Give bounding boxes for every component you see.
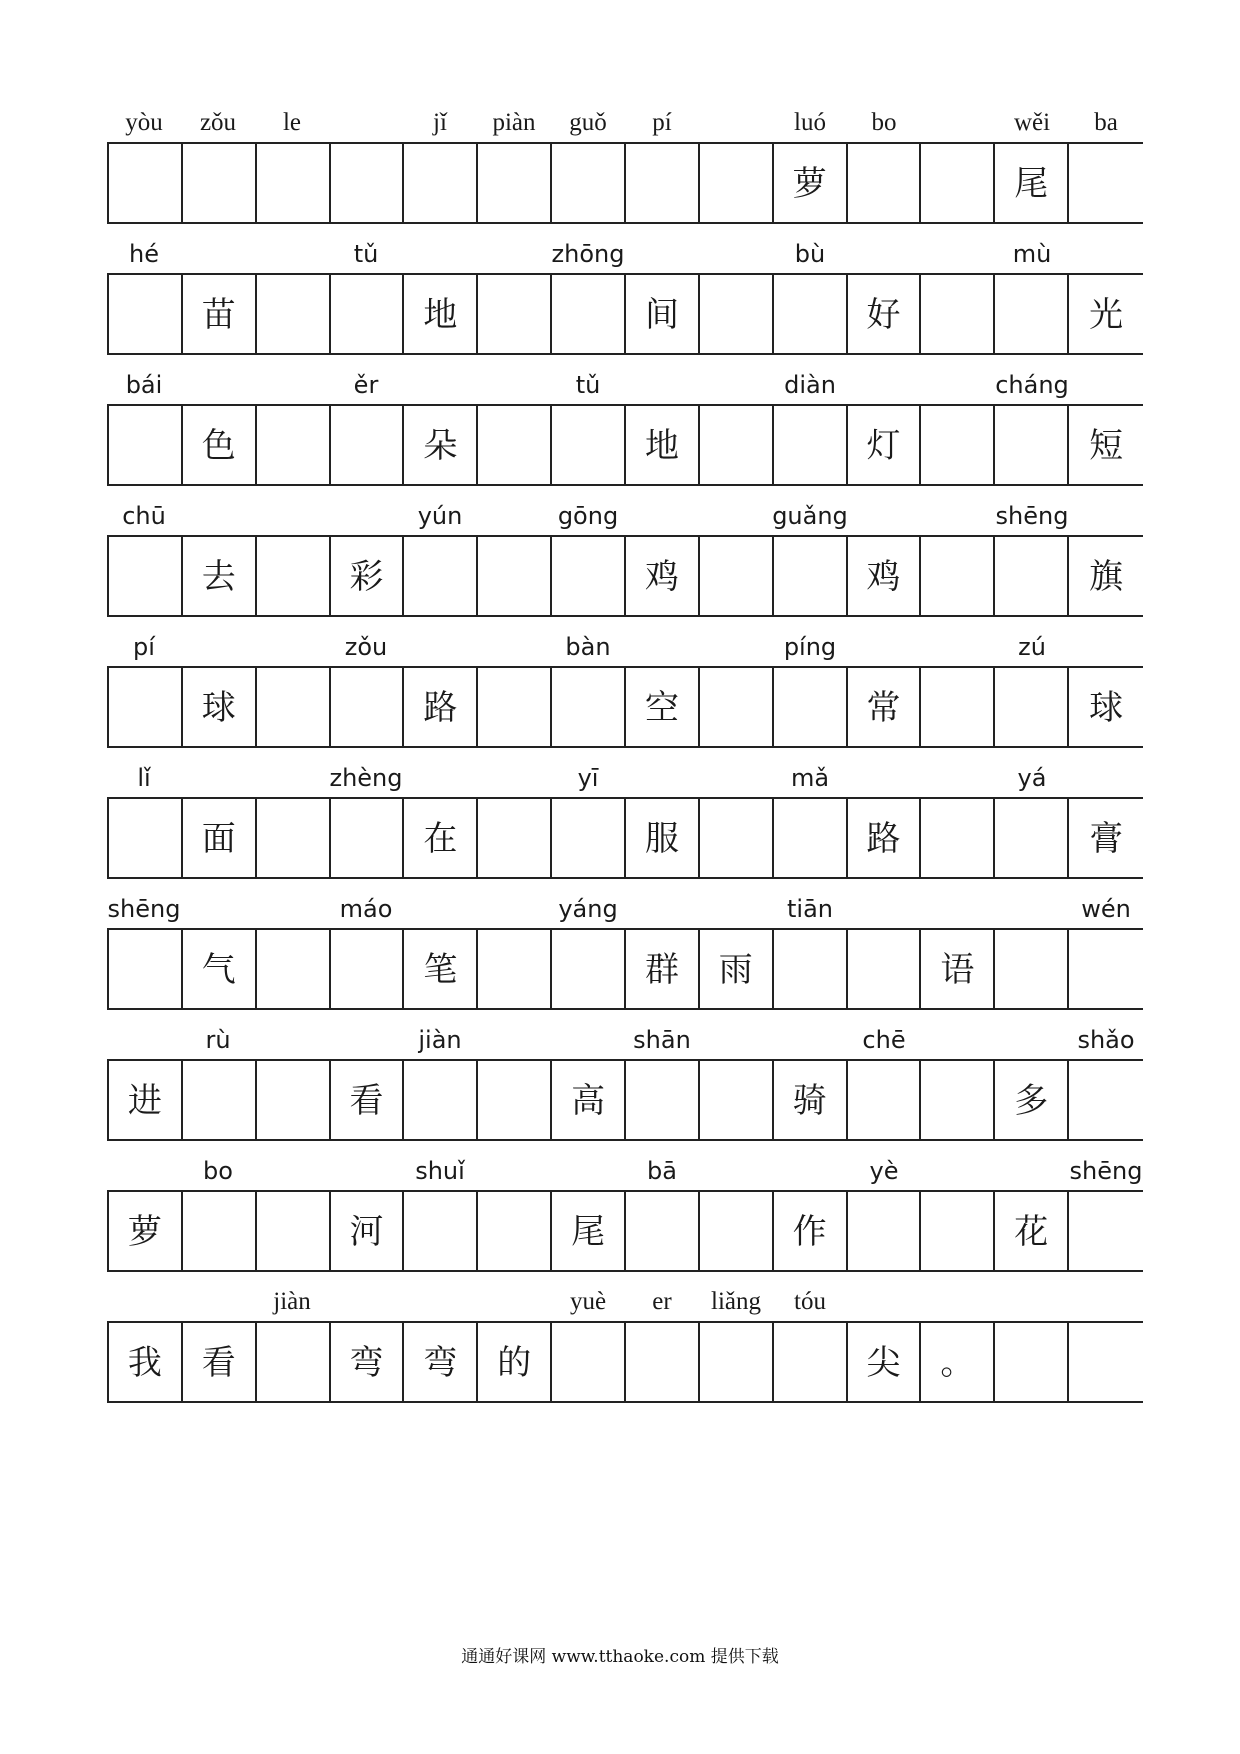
pinyin-syllable: zǒu <box>344 633 388 661</box>
pinyin-syllable: shuǐ <box>415 1157 465 1185</box>
blank-answer-cell[interactable] <box>995 668 1069 746</box>
blank-answer-cell[interactable] <box>700 406 774 484</box>
pinyin-syllable: jiàn <box>418 1026 462 1054</box>
character-cell: 看 <box>183 1323 257 1401</box>
blank-answer-cell[interactable] <box>331 406 405 484</box>
blank-answer-cell[interactable] <box>700 1323 774 1401</box>
character-cell: 路 <box>404 668 478 746</box>
pinyin-syllable: bā <box>647 1157 677 1185</box>
pinyin-syllable: mǎ <box>790 764 830 792</box>
blank-answer-cell[interactable] <box>552 275 626 353</box>
exercise-row <box>0 227 1240 375</box>
pinyin-syllable: bái <box>125 371 163 399</box>
blank-answer-cell[interactable] <box>404 1192 478 1270</box>
pinyin-syllable: zhèng <box>329 764 403 792</box>
blank-answer-cell[interactable] <box>109 144 183 222</box>
pinyin-syllable: ba <box>1094 109 1118 136</box>
pinyin-syllable: bàn <box>565 633 611 661</box>
character-cell: 弯 <box>331 1323 405 1401</box>
pinyin-syllable: diàn <box>784 371 836 399</box>
pinyin-syllable: chū <box>122 502 166 530</box>
blank-answer-cell[interactable] <box>995 406 1069 484</box>
character-cell: 尖 <box>848 1323 922 1401</box>
character-cell: 鸡 <box>848 537 922 615</box>
blank-answer-cell[interactable] <box>331 799 405 877</box>
character-grid <box>107 1059 1143 1141</box>
pinyin-syllable: cháng <box>995 371 1069 399</box>
blank-answer-cell[interactable] <box>626 1061 700 1139</box>
blank-answer-cell[interactable] <box>331 930 405 1008</box>
blank-answer-cell[interactable] <box>331 275 405 353</box>
blank-answer-cell[interactable] <box>552 537 626 615</box>
blank-answer-cell[interactable] <box>700 537 774 615</box>
character-cell: 鸡 <box>626 537 700 615</box>
blank-answer-cell[interactable] <box>257 668 331 746</box>
blank-answer-cell[interactable] <box>331 668 405 746</box>
blank-answer-cell[interactable] <box>774 537 848 615</box>
pinyin-syllable: jiàn <box>273 1288 311 1315</box>
exercise-row <box>0 1013 1240 1161</box>
blank-answer-cell[interactable] <box>552 1323 626 1401</box>
pinyin-syllable: shēng <box>1069 1157 1143 1185</box>
character-cell: 。 <box>921 1323 995 1401</box>
blank-answer-cell[interactable] <box>995 537 1069 615</box>
character-grid <box>107 273 1143 355</box>
character-cell: 地 <box>626 406 700 484</box>
footer-credit: 通通好课网 www.tthaoke.com 提供下载 <box>461 1647 779 1667</box>
pinyin-syllable: yòu <box>125 109 163 136</box>
blank-answer-cell[interactable] <box>921 144 995 222</box>
blank-answer-cell[interactable] <box>552 144 626 222</box>
character-grid <box>107 797 1143 879</box>
pinyin-syllable: píng <box>783 633 837 661</box>
pinyin-syllable: er <box>652 1288 672 1315</box>
character-cell: 骑 <box>774 1061 848 1139</box>
pinyin-syllable: luó <box>794 109 826 136</box>
character-cell: 球 <box>183 668 257 746</box>
blank-answer-cell[interactable] <box>700 1192 774 1270</box>
blank-answer-cell[interactable] <box>626 1192 700 1270</box>
blank-answer-cell[interactable] <box>478 144 552 222</box>
pinyin-syllable: zhōng <box>551 240 625 268</box>
pinyin-syllable: yún <box>417 502 463 530</box>
exercise-row <box>0 620 1240 768</box>
blank-answer-cell[interactable] <box>700 1061 774 1139</box>
pinyin-syllable: pí <box>652 109 672 136</box>
character-grid <box>107 666 1143 748</box>
character-cell: 雨 <box>700 930 774 1008</box>
blank-answer-cell[interactable] <box>921 537 995 615</box>
pinyin-syllable: yá <box>1017 764 1047 792</box>
character-cell: 彩 <box>331 537 405 615</box>
character-cell: 好 <box>848 275 922 353</box>
character-cell: 球 <box>1089 687 1124 728</box>
blank-answer-cell[interactable] <box>478 799 552 877</box>
blank-answer-cell[interactable] <box>995 275 1069 353</box>
blank-answer-cell[interactable] <box>257 275 331 353</box>
blank-answer-cell[interactable] <box>183 1061 257 1139</box>
pinyin-syllable: hé <box>129 240 159 268</box>
pinyin-syllable: shēng <box>107 895 181 923</box>
character-cell: 气 <box>183 930 257 1008</box>
pinyin-syllable: tóu <box>794 1288 826 1315</box>
blank-answer-cell[interactable] <box>257 1192 331 1270</box>
character-cell: 在 <box>404 799 478 877</box>
exercise-row <box>0 751 1240 899</box>
character-cell: 尾 <box>552 1192 626 1270</box>
blank-answer-cell[interactable] <box>626 144 700 222</box>
pinyin-syllable: shǎo <box>1077 1026 1135 1054</box>
pinyin-syllable: chē <box>862 1026 906 1054</box>
blank-answer-cell[interactable] <box>109 275 183 353</box>
character-cell: 高 <box>552 1061 626 1139</box>
blank-answer-cell[interactable] <box>257 144 331 222</box>
blank-answer-cell[interactable] <box>109 406 183 484</box>
pinyin-syllable: wén <box>1081 895 1131 923</box>
blank-answer-cell[interactable] <box>257 930 331 1008</box>
character-grid <box>107 928 1143 1010</box>
blank-answer-cell[interactable] <box>109 537 183 615</box>
character-cell: 旗 <box>1089 556 1124 597</box>
pinyin-syllable: bù <box>794 240 826 268</box>
blank-answer-cell[interactable] <box>774 275 848 353</box>
character-cell: 弯 <box>404 1323 478 1401</box>
pinyin-syllable: pí <box>133 633 155 661</box>
blank-answer-cell[interactable] <box>995 930 1069 1008</box>
pinyin-syllable: shēng <box>995 502 1069 530</box>
blank-answer-cell[interactable] <box>404 537 478 615</box>
character-grid <box>107 142 1143 224</box>
blank-answer-cell[interactable] <box>848 1061 922 1139</box>
character-cell: 笔 <box>404 930 478 1008</box>
blank-answer-cell[interactable] <box>774 406 848 484</box>
blank-answer-cell[interactable] <box>478 537 552 615</box>
blank-answer-cell[interactable] <box>774 930 848 1008</box>
blank-answer-cell[interactable] <box>700 799 774 877</box>
blank-answer-cell[interactable] <box>995 799 1069 877</box>
blank-answer-cell[interactable] <box>700 275 774 353</box>
character-cell: 服 <box>626 799 700 877</box>
exercise-row <box>0 882 1240 1030</box>
pinyin-syllable: shān <box>633 1026 691 1054</box>
blank-answer-cell[interactable] <box>921 799 995 877</box>
blank-answer-cell[interactable] <box>1069 1323 1143 1401</box>
character-grid <box>107 1321 1143 1403</box>
blank-answer-cell[interactable] <box>552 668 626 746</box>
blank-answer-cell[interactable] <box>921 668 995 746</box>
blank-answer-cell[interactable] <box>1069 144 1143 222</box>
pinyin-syllable: guǎng <box>772 502 848 530</box>
blank-answer-cell[interactable] <box>774 668 848 746</box>
pinyin-syllable: rù <box>205 1026 231 1054</box>
blank-answer-cell[interactable] <box>700 668 774 746</box>
blank-answer-cell[interactable] <box>478 930 552 1008</box>
character-cell: 路 <box>848 799 922 877</box>
pinyin-syllable: tǔ <box>575 371 601 399</box>
blank-answer-cell[interactable] <box>921 406 995 484</box>
character-cell: 看 <box>331 1061 405 1139</box>
blank-answer-cell[interactable] <box>257 1323 331 1401</box>
character-cell: 语 <box>921 930 995 1008</box>
pinyin-syllable: tǔ <box>353 240 379 268</box>
blank-answer-cell[interactable] <box>700 144 774 222</box>
character-cell: 朵 <box>404 406 478 484</box>
character-cell: 萝 <box>774 144 848 222</box>
pinyin-syllable: le <box>282 109 302 136</box>
blank-answer-cell[interactable] <box>848 1192 922 1270</box>
character-cell: 多 <box>995 1061 1069 1139</box>
exercise-row <box>0 1144 1240 1292</box>
blank-answer-cell[interactable] <box>109 668 183 746</box>
character-cell: 间 <box>626 275 700 353</box>
pinyin-syllable: lǐ <box>137 764 151 792</box>
pinyin-syllable: bo <box>871 109 897 136</box>
blank-answer-cell[interactable] <box>183 144 257 222</box>
blank-answer-cell[interactable] <box>478 1192 552 1270</box>
pinyin-syllable: zǒu <box>199 109 237 136</box>
blank-answer-cell[interactable] <box>257 406 331 484</box>
blank-answer-cell[interactable] <box>921 1061 995 1139</box>
blank-answer-cell[interactable] <box>257 1061 331 1139</box>
exercise-row <box>0 96 1240 244</box>
character-cell: 膏 <box>1089 818 1124 859</box>
character-cell: 群 <box>626 930 700 1008</box>
blank-answer-cell[interactable] <box>848 144 922 222</box>
character-grid <box>107 404 1143 486</box>
pinyin-syllable: máo <box>339 895 393 923</box>
character-cell: 作 <box>774 1192 848 1270</box>
pinyin-syllable: piàn <box>492 109 536 136</box>
character-cell: 去 <box>183 537 257 615</box>
pinyin-syllable: yè <box>869 1157 899 1185</box>
blank-answer-cell[interactable] <box>404 144 478 222</box>
character-cell: 空 <box>626 668 700 746</box>
character-grid <box>107 1190 1143 1272</box>
blank-answer-cell[interactable] <box>995 1323 1069 1401</box>
character-cell: 色 <box>183 406 257 484</box>
character-cell: 的 <box>478 1323 552 1401</box>
exercise-row <box>0 358 1240 506</box>
pinyin-syllable: liǎng <box>711 1288 761 1315</box>
character-cell: 花 <box>995 1192 1069 1270</box>
character-cell: 河 <box>331 1192 405 1270</box>
character-cell: 常 <box>848 668 922 746</box>
character-cell: 光 <box>1089 294 1124 335</box>
character-cell: 进 <box>109 1061 183 1139</box>
character-cell: 灯 <box>848 406 922 484</box>
blank-answer-cell[interactable] <box>921 275 995 353</box>
pinyin-syllable: tiān <box>787 895 833 923</box>
pinyin-syllable: yáng <box>558 895 618 923</box>
pinyin-syllable: gōng <box>557 502 619 530</box>
blank-answer-cell[interactable] <box>478 406 552 484</box>
blank-answer-cell[interactable] <box>478 668 552 746</box>
character-grid <box>107 535 1143 617</box>
blank-answer-cell[interactable] <box>478 275 552 353</box>
blank-answer-cell[interactable] <box>1069 930 1143 1008</box>
blank-answer-cell[interactable] <box>1069 1061 1143 1139</box>
exercise-row <box>0 489 1240 637</box>
pinyin-syllable: guǒ <box>569 109 607 136</box>
character-cell: 尾 <box>995 144 1069 222</box>
blank-answer-cell[interactable] <box>257 537 331 615</box>
pinyin-syllable: ěr <box>353 371 379 399</box>
pinyin-syllable: mù <box>1012 240 1052 268</box>
blank-answer-cell[interactable] <box>774 799 848 877</box>
pinyin-syllable: wěi <box>1013 109 1051 136</box>
blank-answer-cell[interactable] <box>109 799 183 877</box>
blank-answer-cell[interactable] <box>1069 1192 1143 1270</box>
blank-answer-cell[interactable] <box>109 930 183 1008</box>
blank-answer-cell[interactable] <box>921 1192 995 1270</box>
blank-answer-cell[interactable] <box>478 1061 552 1139</box>
blank-answer-cell[interactable] <box>331 144 405 222</box>
character-cell: 地 <box>404 275 478 353</box>
character-cell: 面 <box>183 799 257 877</box>
pinyin-syllable: bo <box>203 1157 233 1185</box>
pinyin-syllable: zú <box>1018 633 1046 661</box>
pinyin-syllable: jǐ <box>433 109 447 136</box>
blank-answer-cell[interactable] <box>257 799 331 877</box>
exercise-row <box>0 1275 1240 1423</box>
blank-answer-cell[interactable] <box>552 930 626 1008</box>
blank-answer-cell[interactable] <box>774 1323 848 1401</box>
character-cell: 萝 <box>109 1192 183 1270</box>
pinyin-syllable: yī <box>577 764 599 792</box>
character-cell: 苗 <box>183 275 257 353</box>
blank-answer-cell[interactable] <box>848 930 922 1008</box>
pinyin-syllable: yuè <box>569 1288 607 1315</box>
blank-answer-cell[interactable] <box>626 1323 700 1401</box>
blank-answer-cell[interactable] <box>552 799 626 877</box>
character-cell: 我 <box>109 1323 183 1401</box>
blank-answer-cell[interactable] <box>404 1061 478 1139</box>
blank-answer-cell[interactable] <box>552 406 626 484</box>
blank-answer-cell[interactable] <box>183 1192 257 1270</box>
character-cell: 短 <box>1089 425 1124 466</box>
